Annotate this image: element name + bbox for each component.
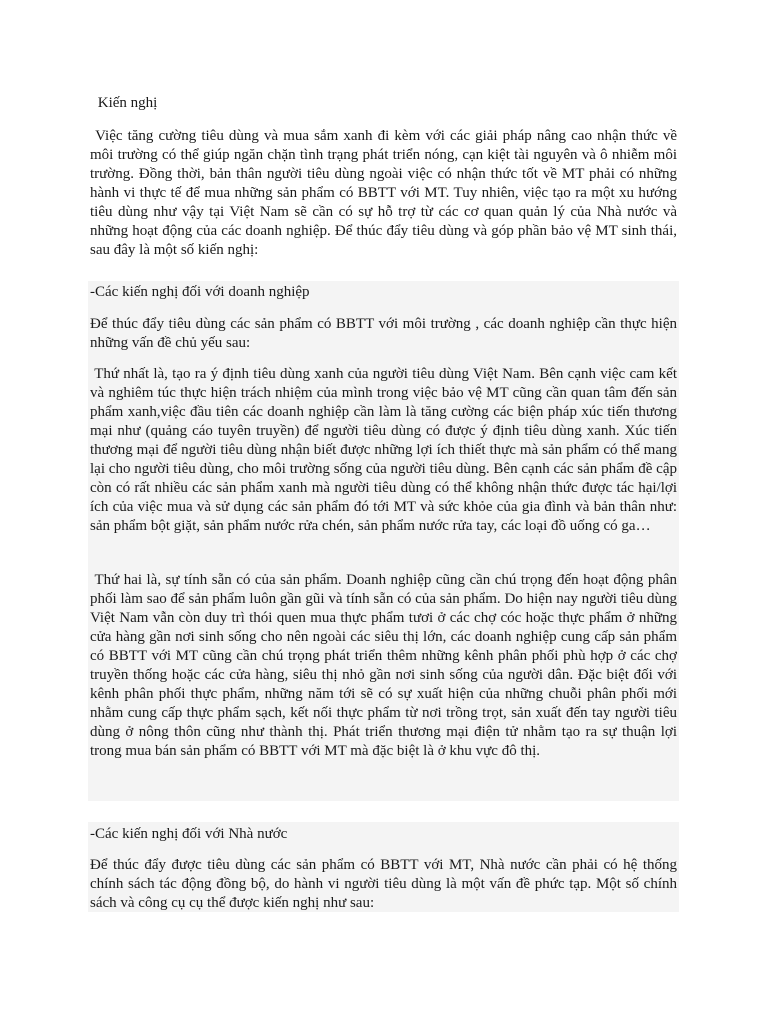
- business-point-two: Thứ hai là, sự tính sẵn có của sản phẩm. Doanh nghiệp cũng cần chú trọng đến hoạt động phân phối làm sao để sản phẩm luôn gần gũi và tính sẵn có của sản phẩm. Do hiện nay người tiêu dùng Việt Nam vẫn còn duy trì thói quen mua thực phẩm tươi ở các chợ cóc hoặc thực phẩm ở những cửa hàng gần nơi sinh sống cho nên ngoài các siêu thị lớn, các doanh nghiệp cung cấp sản phẩm có BBTT với MT cũng cần chú trọng phát triển thêm những kênh phân phối phù hợp ở các chợ truyền thống hoặc các cửa hàng, siêu thị nhỏ gần nơi sinh sống của người dân. Đặc biệt đối với kênh phân phối thực phẩm, những năm tới sẽ có sự xuất hiện của những chuỗi phân phối mới nhằm cung cấp thực phẩm sạch, kết nối thực phẩm từ nơi trồng trọt, sản xuất đến tay người tiêu dùng ở nông thôn cũng như thành thị. Phát triển thương mại điện tử nhằm tạo ra sự thuận lợi trong mua bán sản phẩm có BBTT với MT mà đặc biệt là ở khu vực đô thị.: [90, 572, 677, 759]
- document-title: Kiến nghị: [97, 95, 158, 111]
- state-lead-paragraph: Để thúc đẩy được tiêu dùng các sản phẩm có BBTT với MT, Nhà nước cần phải có hệ thống chính sách tác động đồng bộ, do hành vi người tiêu dùng là một vấn đề phức tạp. Một số chính sách và công cụ cụ thể được kiến nghị như sau:: [90, 857, 677, 911]
- business-point-one: Thứ nhất là, tạo ra ý định tiêu dùng xanh của người tiêu dùng Việt Nam. Bên cạnh việc cam kết và nghiêm túc thực hiện trách nhiệm của mình trong việc bảo vệ MT cũng cần quan tâm đến sản phẩm xanh,việc đầu tiên các doanh nghiệp cần làm là tăng cường các biện pháp xúc tiến thương mại như (quảng cáo tuyên truyền) để người tiêu dùng có được ý định tiêu dùng xanh. Xúc tiến thương mại để người tiêu dùng nhận biết được những lợi ích thiết thực mà sản phẩm có thể mang lại cho người tiêu dùng, cho môi trường sống của người tiêu dùng. Bên cạnh các sản phẩm đề cập còn có rất nhiều các sản phẩm xanh mà người tiêu dùng có thể không nhận thức được tác hại/lợi ích của việc mua và sử dụng các sản phẩm đó tới MT và sức khỏe của gia đình và bản thân như: sản phẩm bột giặt, sản phẩm nước rửa chén, sản phẩm nước rửa tay, các loại đồ uống có ga…: [90, 366, 678, 534]
- business-lead-paragraph: Để thúc đẩy tiêu dùng các sản phẩm có BBTT với môi trường , các doanh nghiệp cần thực hiện những vấn đề chủ yếu sau:: [90, 316, 677, 351]
- business-section-heading: -Các kiến nghị đối với doanh nghiệp: [90, 284, 310, 300]
- state-section-heading: -Các kiến nghị đối với Nhà nước: [90, 826, 288, 842]
- intro-paragraph: Việc tăng cường tiêu dùng và mua sắm xanh đi kèm với các giải pháp nâng cao nhận thức về môi trường có thể giúp ngăn chặn tình trạng phát triển nóng, cạn kiệt tài nguyên và ô nhiễm môi trường. Đồng thời, bản thân người tiêu dùng ngoài việc có nhận thức tốt về MT phải có những hành vi thực tế để mua những sản phẩm có BBTT với MT. Tuy nhiên, việc tạo ra một xu hướng tiêu dùng như vậy tại Việt Nam sẽ cần có sự hỗ trợ từ các cơ quan quản lý của Nhà nước và những hoạt động của các doanh nghiệp. Để thúc đẩy tiêu dùng và góp phần bảo vệ MT sinh thái, sau đây là một số kiến nghị:: [90, 128, 678, 258]
